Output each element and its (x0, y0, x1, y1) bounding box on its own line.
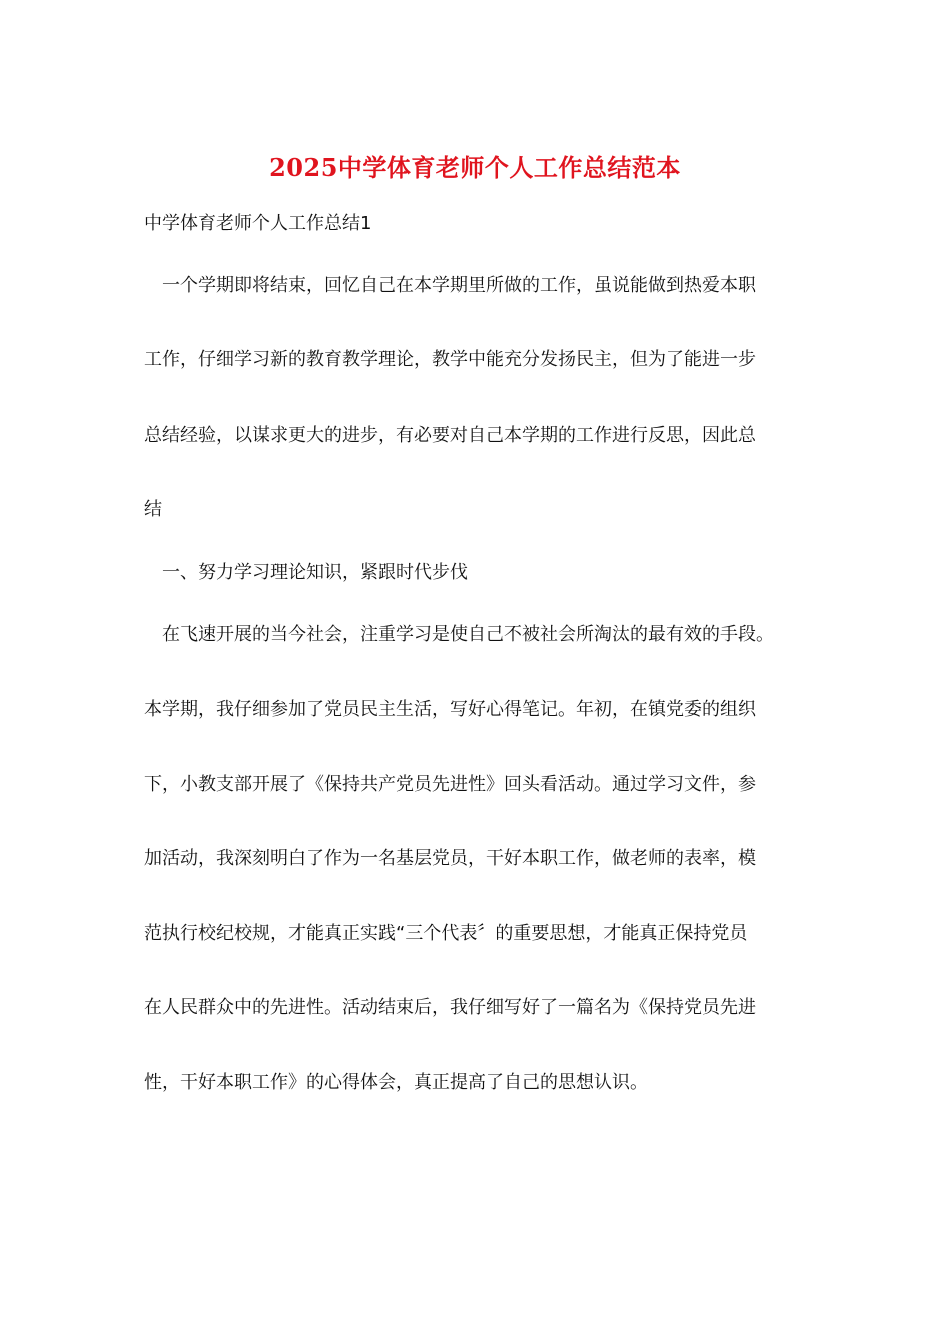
paragraph-line-4: 结 (144, 499, 162, 520)
paragraph-line-10: 范执行校纪校规，才能真正实践“三个代表〞的重要思想，才能真正保持党员 (144, 923, 748, 944)
paragraph-line-11: 在人民群众中的先进性。活动结束后，我仔细写好了一篇名为《保持党员先进 (144, 997, 756, 1018)
document-title: 2025中学体育老师个人工作总结范本 (269, 153, 681, 182)
paragraph-line-2: 工作，仔细学习新的教育教学理论，教学中能充分发扬民主，但为了能进一步 (144, 349, 756, 370)
paragraph-line-6: 在飞速开展的当今社会，注重学习是使自己不被社会所淘汰的最有效的手段。 (162, 624, 774, 645)
paragraph-line-7: 本学期，我仔细参加了党员民主生活，写好心得笔记。年初，在镇党委的组织 (144, 699, 756, 720)
paragraph-line-9: 加活动，我深刻明白了作为一名基层党员，干好本职工作，做老师的表率，模 (144, 848, 756, 869)
paragraph-line-3: 总结经验，以谋求更大的进步，有必要对自己本学期的工作进行反思，因此总 (144, 425, 756, 446)
section-subtitle: 中学体育老师个人工作总结1 (144, 213, 372, 234)
paragraph-line-12: 性，干好本职工作》的心得体会，真正提高了自己的思想认识。 (144, 1072, 648, 1093)
paragraph-line-1: 一个学期即将结束，回忆自己在本学期里所做的工作，虽说能做到热爱本职 (162, 275, 756, 296)
section-heading: 一、努力学习理论知识，紧跟时代步伐 (162, 562, 468, 583)
paragraph-line-8: 下，小教支部开展了《保持共产党员先进性》回头看活动。通过学习文件，参 (144, 774, 756, 795)
